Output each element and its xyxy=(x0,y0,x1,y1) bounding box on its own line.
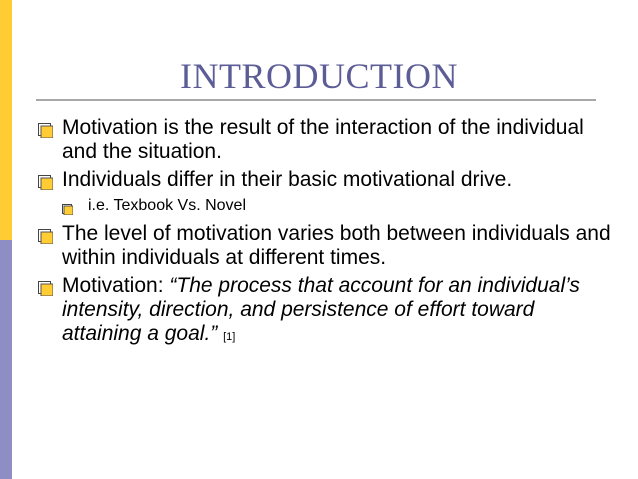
citation-marker: [1] xyxy=(223,331,236,343)
square-bullet-icon xyxy=(38,278,53,293)
square-bullet-icon xyxy=(38,120,53,135)
slide-body xyxy=(38,116,618,353)
square-bullet-icon xyxy=(62,201,73,212)
bullet-item xyxy=(38,116,618,164)
definition-quote: “The process that account for an individual’s intensity, direction, and persistence of effort toward attaining a goal.” xyxy=(62,274,580,345)
sub-bullet-text: i.e. Texbook Vs. Novel xyxy=(88,197,247,214)
title-divider xyxy=(36,99,596,101)
slide-title: INTRODUCTION xyxy=(180,56,458,96)
left-accent-bar-purple xyxy=(0,240,12,479)
square-bullet-icon xyxy=(38,172,53,187)
sub-bullet-item xyxy=(38,196,618,216)
bullet-text: Individuals differ in their basic motivational drive. xyxy=(62,168,513,191)
bullet-text: Motivation is the result of the interaction of the individual and the situation. xyxy=(62,116,584,163)
bullet-item xyxy=(38,274,618,349)
bullet-text: The level of motivation varies both between individuals and within individuals at different times. xyxy=(62,222,611,269)
square-bullet-icon xyxy=(38,226,53,241)
bullet-lead: Motivation: xyxy=(62,274,170,297)
bullet-item xyxy=(38,168,618,192)
bullet-item xyxy=(38,222,618,270)
